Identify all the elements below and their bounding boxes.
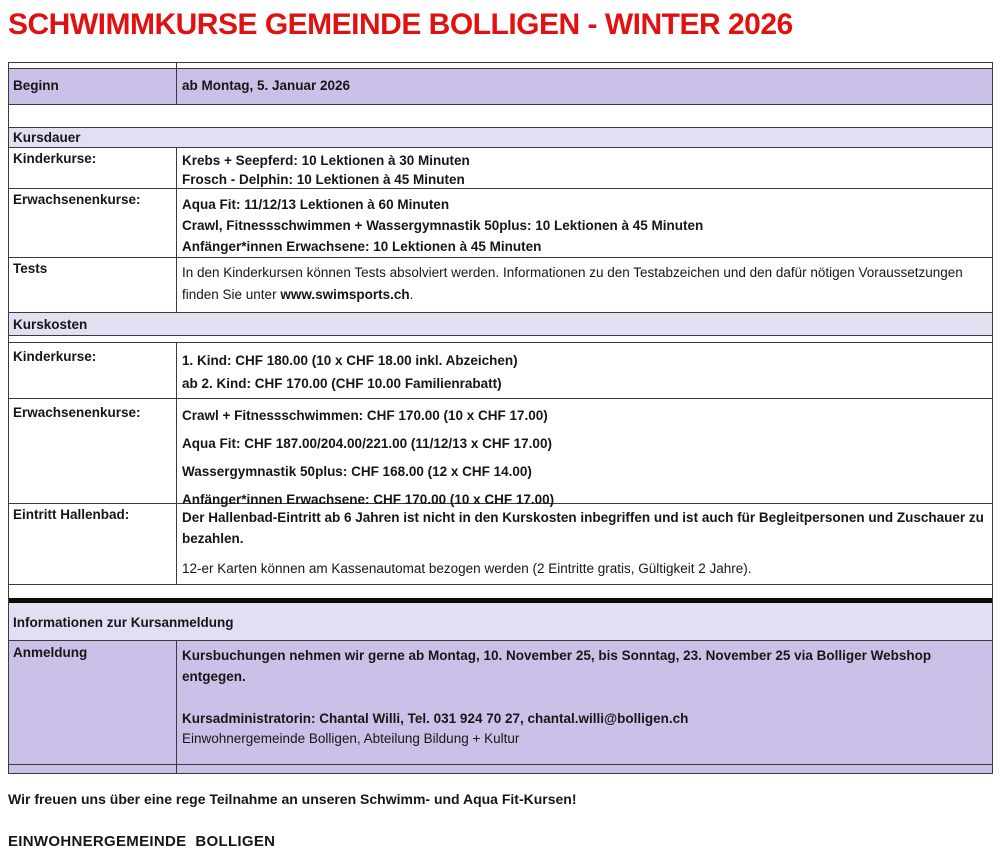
swimsports-link: www.swimsports.ch bbox=[280, 287, 410, 302]
eintritt-label: Eintritt Hallenbad: bbox=[9, 504, 177, 584]
table-row-tests bbox=[9, 258, 992, 313]
eintritt-regular-paragraph: 12-er Karten können am Kassenautomat bezogen werden (2 Eintritte gratis, Gültigkeit 2 Jahre). bbox=[182, 561, 752, 576]
anmeldung-org-line: Einwohnergemeinde Bolligen, Abteilung Bildung + Kultur bbox=[182, 731, 520, 746]
erwachsenenkurse-kosten-line-4: Anfänger*innen Erwachsene: CHF 170.00 (10 x CHF 17.00) bbox=[182, 492, 555, 507]
table-row-anmeldung bbox=[9, 641, 992, 765]
tests-value bbox=[177, 258, 992, 312]
table-gap-row-bottom bbox=[9, 585, 992, 598]
kinderkurse-dauer-value bbox=[177, 148, 992, 188]
anmeldung-footer-value-cell bbox=[177, 765, 992, 773]
eintritt-bold-paragraph: Der Hallenbad-Eintritt ab 6 Jahren ist nicht in den Kurskosten inbegriffen und ist auch für Begleitpersonen und Zuschauer zu bezahlen. bbox=[182, 510, 984, 546]
beginn-value-cell: ab Montag, 5. Januar 2026 bbox=[177, 69, 992, 104]
tests-text: In den Kinderkursen können Tests absolviert werden. Informationen zu den Testabzeichen und den dafür nötigen Voraussetzungen finden Sie unter bbox=[182, 265, 967, 302]
kinderkurse-kosten-value bbox=[177, 343, 992, 398]
spacer-label-cell bbox=[9, 63, 177, 68]
spacer-value-cell bbox=[177, 63, 992, 68]
kinderkurse-dauer-line-2: Frosch - Delphin: 10 Lektionen à 45 Minuten bbox=[182, 172, 465, 187]
closing-line: Wir freuen uns über eine rege Teilnahme an unseren Schwimm- und Aqua Fit-Kursen! bbox=[8, 791, 577, 807]
table-row-anmeldung-footer bbox=[9, 765, 992, 774]
table-row-kinderkurse-dauer bbox=[9, 148, 992, 189]
kinderkurse-dauer-label: Kinderkurse: bbox=[9, 148, 177, 188]
table-row-eintritt-hallenbad bbox=[9, 504, 992, 585]
erwachsenenkurse-kosten-label: Erwachsenenkurse: bbox=[9, 399, 177, 503]
kinderkurse-kosten-line-1: 1. Kind: CHF 180.00 (10 x CHF 18.00 inkl. Abzeichen) bbox=[182, 353, 518, 368]
signature-line: EINWOHNERGEMEINDE BOLLIGEN bbox=[8, 833, 276, 850]
anmeldung-admin-line: Kursadministratorin: Chantal Willi, Tel. 031 924 70 27, chantal.willi@bolligen.ch bbox=[182, 711, 689, 726]
section-header-anmeldung: Informationen zur Kursanmeldung bbox=[9, 603, 992, 641]
erwachsenenkurse-dauer-label: Erwachsenenkurse: bbox=[9, 189, 177, 257]
table-row-beginn bbox=[9, 69, 992, 105]
anmeldung-footer-label-cell bbox=[9, 765, 177, 773]
section-header-kursdauer: Kursdauer bbox=[9, 128, 992, 148]
erwachsenenkurse-kosten-value bbox=[177, 399, 992, 507]
anmeldung-paragraph-1: Kursbuchungen nehmen wir gerne ab Montag, 10. November 25, bis Sonntag, 23. November 25 via Bolliger Webshop entgegen. bbox=[182, 648, 932, 684]
table-gap-row-small bbox=[9, 336, 992, 343]
table-row-kinderkurse-kosten bbox=[9, 343, 992, 399]
kinderkurse-kosten-label: Kinderkurse: bbox=[9, 343, 177, 398]
table-row-erwachsenenkurse-dauer bbox=[9, 189, 992, 258]
page-title: SCHWIMMKURSE GEMEINDE BOLLIGEN - WINTER 2026 bbox=[8, 8, 793, 41]
erwachsenenkurse-kosten-line-1: Crawl + Fitnessschwimmen: CHF 170.00 (10 x CHF 17.00) bbox=[182, 408, 548, 423]
anmeldung-label: Anmeldung bbox=[9, 641, 177, 764]
eintritt-value bbox=[177, 504, 992, 584]
table-gap-row bbox=[9, 105, 992, 128]
erwachsenenkurse-kosten-line-3: Wassergymnastik 50plus: CHF 168.00 (12 x CHF 14.00) bbox=[182, 464, 532, 479]
beginn-label-cell: Beginn bbox=[9, 69, 177, 104]
erwachsenenkurse-dauer-line-1: Aqua Fit: 11/12/13 Lektionen à 60 Minuten bbox=[182, 197, 450, 212]
erwachsenenkurse-kosten-line-2: Aqua Fit: CHF 187.00/204.00/221.00 (11/12/13 x CHF 17.00) bbox=[182, 436, 552, 451]
tests-label: Tests bbox=[9, 258, 177, 312]
kinderkurse-dauer-line-1: Krebs + Seepferd: 10 Lektionen à 30 Minuten bbox=[182, 153, 470, 168]
anmeldung-value bbox=[177, 641, 992, 764]
erwachsenenkurse-dauer-line-2: Crawl, Fitnessschwimmen + Wassergymnastik 50plus: 10 Lektionen à 45 Minuten bbox=[182, 218, 704, 233]
erwachsenenkurse-dauer-value bbox=[177, 189, 992, 257]
tests-text-end: . bbox=[409, 287, 414, 302]
course-info-table bbox=[8, 62, 993, 774]
section-header-kurskosten: Kurskosten bbox=[9, 313, 992, 336]
erwachsenenkurse-dauer-line-3: Anfänger*innen Erwachsene: 10 Lektionen à 45 Minuten bbox=[182, 239, 542, 254]
table-row-erwachsenenkurse-kosten bbox=[9, 399, 992, 507]
kinderkurse-kosten-line-2: ab 2. Kind: CHF 170.00 (CHF 10.00 Familienrabatt) bbox=[182, 376, 502, 391]
